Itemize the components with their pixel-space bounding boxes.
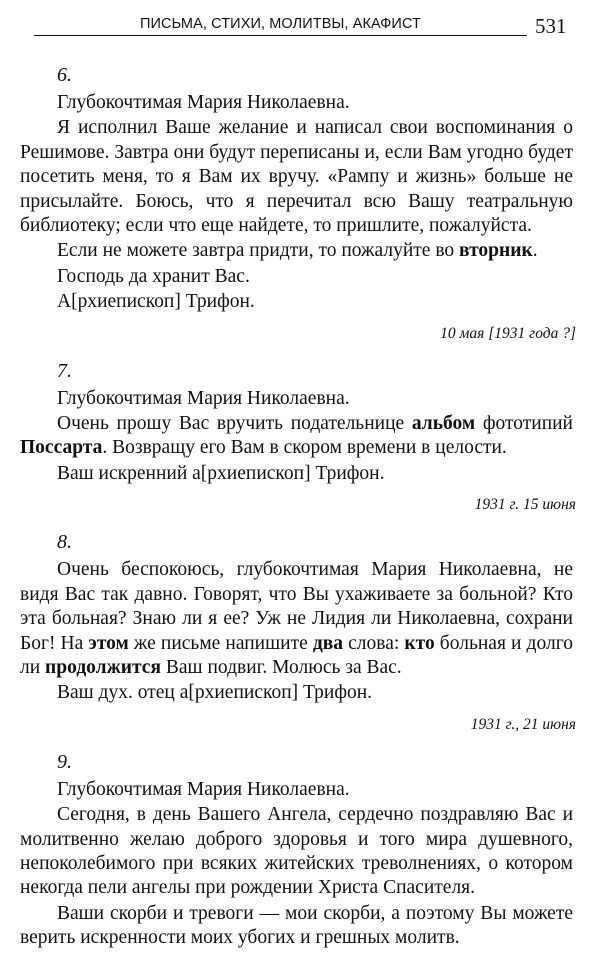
bold-text: кто xyxy=(404,632,435,654)
letter-paragraph xyxy=(20,412,573,461)
text-run: . Возвращу его Вам в скором времени в целости. xyxy=(102,437,507,459)
bold-text: продолжится xyxy=(45,656,162,678)
text-run: Очень беспокоюсь, глубокочтимая Мария Николаевна, не видя Вас так давно. Говорят, что Вы ухаживаете за больной? Кто эта больная? Знаю ли я ее? Уж не Лидия ли Николаевна, сохрани Бог! На xyxy=(20,559,573,654)
letter-number: 7. xyxy=(57,359,72,382)
letter-9 xyxy=(20,750,573,951)
bold-text: альбом xyxy=(411,413,476,435)
letter-paragraph: Я исполнил Ваше желание и написал свои воспоминания о Решимове. Завтра они будут переписаны и, если Вам угодно будет посетить меня, то я Вам их вручу. «Рампу и жизнь» больше не присылайте. Боюсь, что я перечитал всю Вашу театральную библиотеку; если что еще найдете, то пришлите, пожалуйста. xyxy=(20,117,573,237)
letter-paragraph: Сегодня, в день Вашего Ангела, сердечно поздравляю Вас и молитвенно желаю доброго здоровья и того мира душевного, непоколебимого при всяких житейских треволнениях, о котором некогда пели ангелы при рождении Христа Спасителя. xyxy=(20,804,573,899)
bold-text: два xyxy=(312,632,344,654)
letter-greeting: Глубокочтимая Мария Николаевна. xyxy=(57,387,350,409)
letter-8 xyxy=(20,530,576,735)
letter-number: 8. xyxy=(57,531,72,554)
text-run: Ваш подвиг. Молюсь за Вас. xyxy=(161,656,402,678)
letter-paragraph: Ваши скорби и тревоги — мои скорби, а поэтому Вы можете верить искренности моих убогих и грешных молитв. xyxy=(20,902,573,949)
text-run: же письме напишите xyxy=(128,632,313,654)
page-number: 531 xyxy=(535,14,567,38)
signature: Ваш дух. отец а[рхиепископ] Трифон. xyxy=(57,682,373,704)
letter-date: 1931 г., 21 июня xyxy=(470,715,576,733)
letters-content xyxy=(20,57,576,952)
text-run: больная и долго ли xyxy=(20,632,573,678)
letter-number: 6. xyxy=(57,64,72,86)
bold-text: Поссарта xyxy=(20,437,103,459)
letter-7 xyxy=(20,359,576,517)
running-title: ПИСЬМА, СТИХИ, МОЛИТВЫ, АКАФИСТ xyxy=(34,14,527,36)
text-run: . xyxy=(532,240,538,262)
signature: Ваш искренний а[рхиепископ] Трифон. xyxy=(57,462,385,484)
text-run: слова: xyxy=(343,632,405,654)
text-run: Очень прошу Вас вручить подательнице xyxy=(57,413,412,435)
letter-paragraph xyxy=(20,239,573,263)
letter-date: 1931 г. 15 июня xyxy=(474,496,576,514)
text-run: Если не можете завтра придти, то пожалуйте во xyxy=(57,240,460,262)
letter-date: 10 мая [1931 года ?] xyxy=(440,324,576,342)
letter-paragraph xyxy=(20,558,573,680)
text-run: фототипий xyxy=(475,413,573,435)
letter-6 xyxy=(20,63,576,345)
letter-number: 9. xyxy=(57,750,72,773)
letter-greeting: Глубокочтимая Мария Николаевна. xyxy=(57,778,350,800)
bold-text: этом xyxy=(88,632,129,654)
signature: А[рхиепископ] Трифон. xyxy=(57,291,255,313)
blessing-line: Господь да хранит Вас. xyxy=(57,265,250,287)
bold-text: вторник xyxy=(459,240,533,262)
letter-greeting: Глубокочтимая Мария Николаевна. xyxy=(57,92,350,113)
